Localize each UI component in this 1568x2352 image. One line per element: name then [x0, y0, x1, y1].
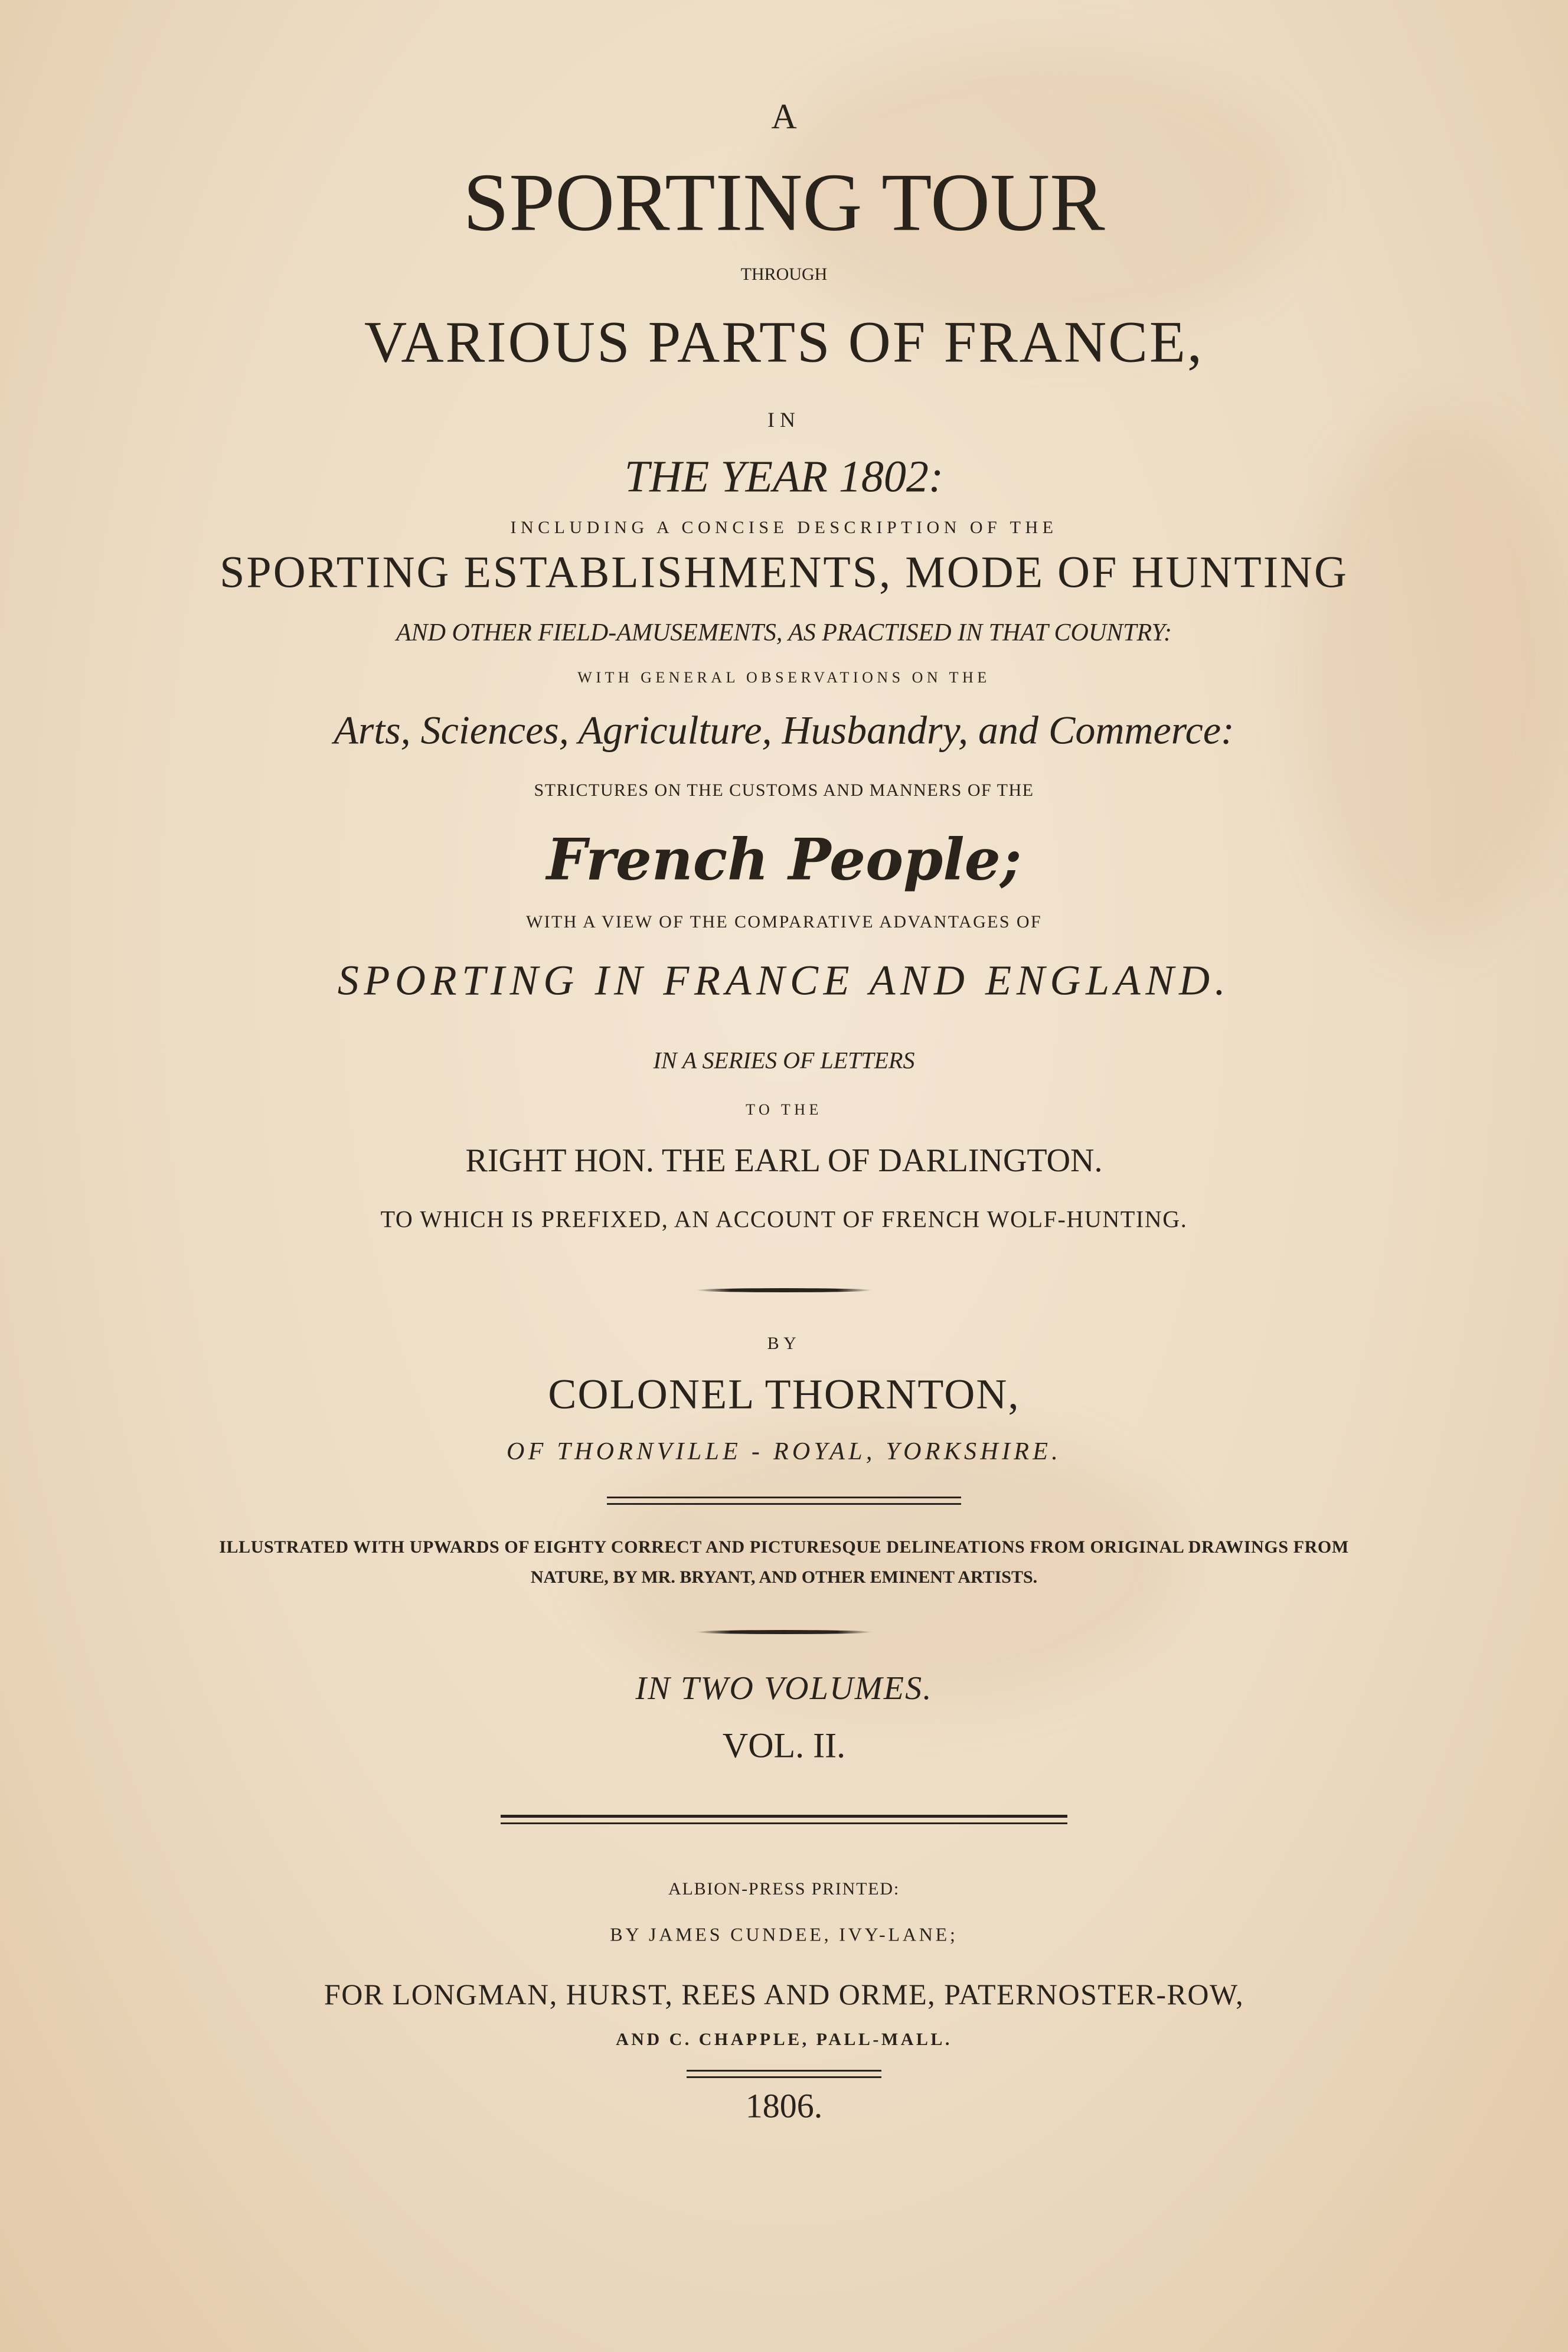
press-text: ALBION-PRESS PRINTED:	[668, 1879, 900, 1899]
main-title: SPORTING TOUR	[463, 156, 1105, 249]
in-text: IN	[767, 408, 801, 432]
publication-date: 1806.	[745, 2086, 823, 2125]
printer-text: BY JAMES CUNDEE, IVY-LANE;	[610, 1923, 958, 1945]
arts-text: Arts, Sciences, Agriculture, Husbandry, and Commerce:	[334, 707, 1234, 753]
double-rule	[607, 1497, 961, 1505]
letters-text: IN A SERIES OF LETTERS	[653, 1047, 915, 1074]
author-name: COLONEL THORNTON,	[548, 1370, 1020, 1418]
field-amusements-text: AND OTHER FIELD-AMUSEMENTS, AS PRACTISED IN THAT COUNTRY:	[396, 619, 1172, 646]
illustrated-text-line1: ILLUSTRATED WITH UPWARDS OF EIGHTY CORRECT AND PICTURESQUE DELINEATIONS FROM ORIGINAL DRAWINGS FROM	[219, 1537, 1349, 1557]
including-text: INCLUDING A CONCISE DESCRIPTION OF THE	[510, 518, 1058, 537]
french-people-text: French People;	[546, 826, 1022, 893]
year-text: THE YEAR 1802:	[624, 452, 944, 502]
double-rule	[687, 2070, 881, 2078]
subtitle-france: VARIOUS PARTS OF FRANCE,	[364, 309, 1204, 375]
volumes-text: IN TWO VOLUMES.	[635, 1670, 933, 1707]
prefixed-text: TO WHICH IS PREFIXED, AN ACCOUNT OF FRENCH WOLF-HUNTING.	[380, 1206, 1188, 1233]
strictures-text: STRICTURES ON THE CUSTOMS AND MANNERS OF THE	[534, 780, 1034, 800]
general-observations-text: WITH GENERAL OBSERVATIONS ON THE	[577, 669, 991, 686]
ornamental-rule	[695, 1288, 873, 1292]
chapple-text: AND C. CHAPPLE, PALL-MALL.	[616, 2030, 952, 2049]
ornamental-rule	[695, 1630, 873, 1634]
double-rule	[501, 1815, 1067, 1824]
illustrated-text-line2: NATURE, BY MR. BRYANT, AND OTHER EMINENT ARTISTS.	[530, 1567, 1038, 1587]
volume-number: VOL. II.	[722, 1726, 846, 1765]
publishers-text: FOR LONGMAN, HURST, REES AND ORME, PATERNOSTER-ROW,	[324, 1978, 1244, 2011]
dedicatee-text: RIGHT HON. THE EARL OF DARLINGTON.	[465, 1142, 1103, 1179]
sporting-france-england-text: SPORTING IN FRANCE AND ENGLAND.	[337, 956, 1231, 1004]
title-article: A	[771, 97, 797, 136]
author-residence: OF THORNVILLE - ROYAL, YORKSHIRE.	[507, 1438, 1061, 1465]
by-text: BY	[767, 1334, 801, 1353]
comparative-text: WITH A VIEW OF THE COMPARATIVE ADVANTAGES OF	[525, 912, 1043, 932]
through-text: THROUGH	[740, 264, 828, 284]
establishments-text: SPORTING ESTABLISHMENTS, MODE OF HUNTING	[220, 547, 1348, 597]
to-the-text: TO THE	[746, 1101, 822, 1118]
